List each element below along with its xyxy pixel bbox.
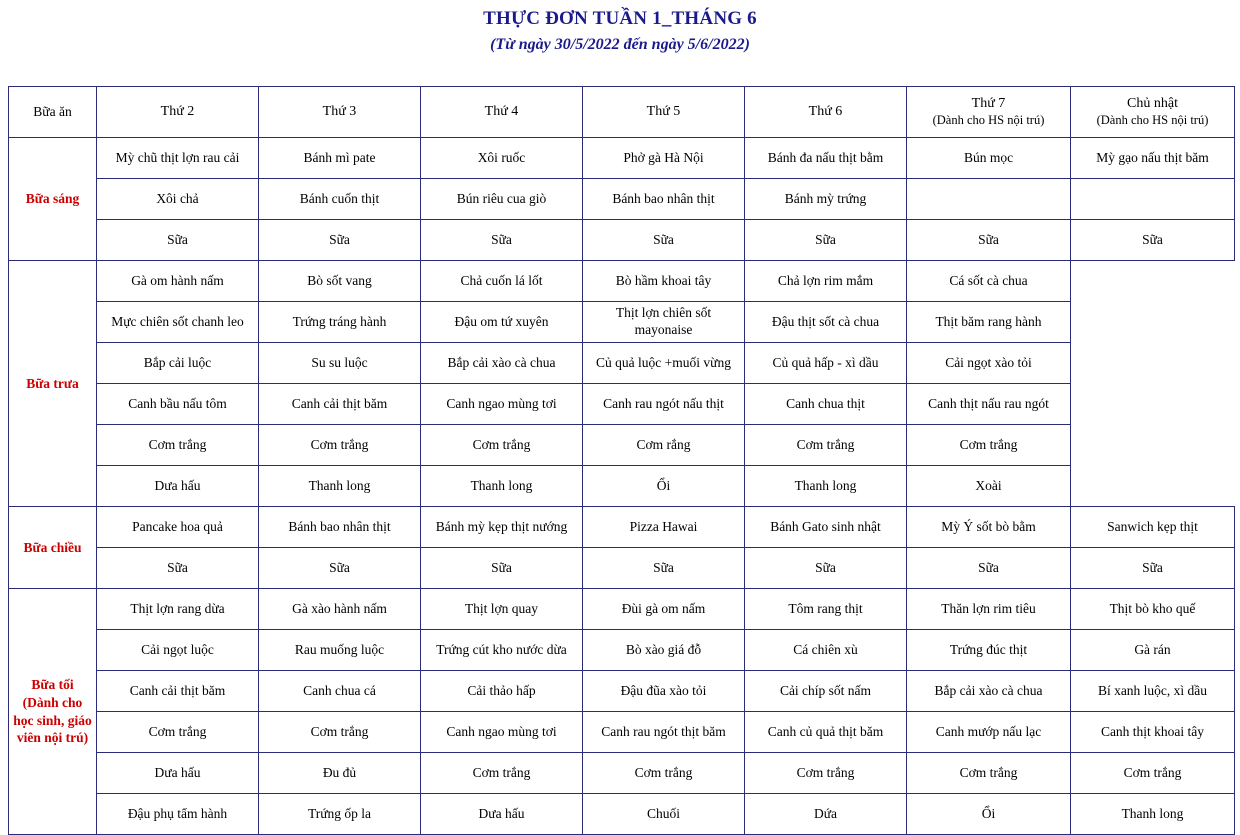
table-row bbox=[9, 712, 1235, 753]
menu-cell: Xoài bbox=[907, 466, 1071, 507]
menu-cell: Trứng cút kho nước dừa bbox=[421, 630, 583, 671]
menu-cell: Sữa bbox=[1071, 220, 1235, 261]
menu-cell: Cải ngọt luộc bbox=[97, 630, 259, 671]
header-day-wed bbox=[421, 87, 583, 138]
menu-cell: Trứng đúc thịt bbox=[907, 630, 1071, 671]
menu-cell: Mỳ gạo nấu thịt băm bbox=[1071, 138, 1235, 179]
menu-cell: Bò sốt vang bbox=[259, 261, 421, 302]
header-day-label: Thứ 4 bbox=[484, 104, 519, 120]
menu-cell: Củ quả luộc +muối vừng bbox=[583, 343, 745, 384]
menu-cell: Chuối bbox=[583, 794, 745, 835]
menu-cell: Canh cải thịt băm bbox=[259, 384, 421, 425]
menu-cell: Sữa bbox=[421, 220, 583, 261]
menu-cell: Cơm rắng bbox=[583, 425, 745, 466]
menu-cell: Canh thịt khoai tây bbox=[1071, 712, 1235, 753]
menu-cell: Bánh đa nấu thịt bằm bbox=[745, 138, 907, 179]
menu-cell: Pizza Hawai bbox=[583, 507, 745, 548]
menu-cell: Rau muống luộc bbox=[259, 630, 421, 671]
menu-cell: Ổi bbox=[907, 794, 1071, 835]
meal-label-text: Bữa trưa bbox=[26, 375, 79, 391]
menu-cell: Dưa hấu bbox=[97, 466, 259, 507]
menu-cell: Cơm trắng bbox=[97, 712, 259, 753]
menu-cell: Sữa bbox=[1071, 548, 1235, 589]
meal-section-label bbox=[9, 138, 97, 261]
menu-cell: Thanh long bbox=[259, 466, 421, 507]
menu-cell: Chả cuốn lá lốt bbox=[421, 261, 583, 302]
menu-cell: Canh rau ngót nấu thịt bbox=[583, 384, 745, 425]
menu-cell: Dứa bbox=[745, 794, 907, 835]
menu-cell: Bánh mì pate bbox=[259, 138, 421, 179]
header-row bbox=[9, 87, 1235, 138]
menu-cell: Gà xào hành nấm bbox=[259, 589, 421, 630]
menu-cell: Pancake hoa quả bbox=[97, 507, 259, 548]
menu-cell: Xôi ruốc bbox=[421, 138, 583, 179]
meal-section-label bbox=[9, 589, 97, 835]
table-row bbox=[9, 507, 1235, 548]
table-row bbox=[9, 179, 1235, 220]
menu-cell: Gà rán bbox=[1071, 630, 1235, 671]
header-day-note: (Dành cho HS nội trú) bbox=[932, 112, 1045, 127]
meal-section-label bbox=[9, 261, 97, 507]
menu-cell: Bắp cải xào cà chua bbox=[907, 671, 1071, 712]
menu-cell: Sữa bbox=[907, 548, 1071, 589]
menu-cell: Sữa bbox=[745, 548, 907, 589]
menu-cell: Su su luộc bbox=[259, 343, 421, 384]
menu-cell: Thịt băm rang hành bbox=[907, 302, 1071, 343]
page-subtitle: (Từ ngày 30/5/2022 đến ngày 5/6/2022) bbox=[490, 35, 750, 53]
meal-label-text: Bữa sáng bbox=[25, 191, 80, 207]
menu-cell: Cá sốt cà chua bbox=[907, 261, 1071, 302]
table-row bbox=[9, 138, 1235, 179]
menu-cell: Bò xào giá đỗ bbox=[583, 630, 745, 671]
menu-cell: Sữa bbox=[583, 220, 745, 261]
menu-cell: Thanh long bbox=[421, 466, 583, 507]
menu-cell: Cải chíp sốt nấm bbox=[745, 671, 907, 712]
header-day-label: Thứ 2 bbox=[160, 104, 195, 120]
menu-cell: Đậu đũa xào tỏi bbox=[583, 671, 745, 712]
menu-cell: Bún riêu cua giò bbox=[421, 179, 583, 220]
menu-cell: Cơm trắng bbox=[259, 425, 421, 466]
menu-cell: Canh bầu nấu tôm bbox=[97, 384, 259, 425]
weekly-menu-table bbox=[8, 86, 1235, 835]
menu-cell: Canh ngao mùng tơi bbox=[421, 712, 583, 753]
meal-label-text: Bữa tối (Dành cho học sinh, giáo viên nội trú) bbox=[13, 677, 92, 746]
header-day-label: Thứ 6 bbox=[808, 104, 843, 120]
menu-cell: Mực chiên sốt chanh leo bbox=[97, 302, 259, 343]
menu-cell: Cơm trắng bbox=[907, 425, 1071, 466]
table-row bbox=[9, 589, 1235, 630]
menu-cell: Sữa bbox=[421, 548, 583, 589]
menu-cell: Đu đủ bbox=[259, 753, 421, 794]
menu-table-wrapper bbox=[0, 86, 1240, 835]
menu-cell: Thịt lợn chiên sốt mayonaise bbox=[583, 302, 745, 343]
table-row bbox=[9, 343, 1235, 384]
menu-cell: Phở gà Hà Nội bbox=[583, 138, 745, 179]
menu-cell: Canh chua thịt bbox=[745, 384, 907, 425]
menu-cell: Thịt lợn rang dừa bbox=[97, 589, 259, 630]
menu-cell: Bánh bao nhân thịt bbox=[583, 179, 745, 220]
table-row bbox=[9, 261, 1235, 302]
menu-cell: Cơm trắng bbox=[745, 425, 907, 466]
menu-cell: Canh chua cá bbox=[259, 671, 421, 712]
menu-cell: Củ quả hấp - xì dầu bbox=[745, 343, 907, 384]
menu-cell: Canh thịt nấu rau ngót bbox=[907, 384, 1071, 425]
menu-cell: Bí xanh luộc, xì dầu bbox=[1071, 671, 1235, 712]
menu-cell: Bánh cuốn thịt bbox=[259, 179, 421, 220]
menu-cell: Trứng ốp la bbox=[259, 794, 421, 835]
menu-cell: Cơm trắng bbox=[421, 425, 583, 466]
menu-cell: Cơm trắng bbox=[259, 712, 421, 753]
menu-cell: Xôi chả bbox=[97, 179, 259, 220]
menu-cell: Sanwich kẹp thịt bbox=[1071, 507, 1235, 548]
menu-cell: Mỳ Ý sốt bò bằm bbox=[907, 507, 1071, 548]
menu-cell: Ổi bbox=[583, 466, 745, 507]
header-day-thu bbox=[583, 87, 745, 138]
menu-cell: Canh ngao mùng tơi bbox=[421, 384, 583, 425]
menu-cell: Cải thảo hấp bbox=[421, 671, 583, 712]
table-row bbox=[9, 548, 1235, 589]
menu-cell: Dưa hấu bbox=[421, 794, 583, 835]
table-header bbox=[9, 87, 1235, 138]
menu-cell: Mỳ chũ thịt lợn rau cải bbox=[97, 138, 259, 179]
menu-cell-empty bbox=[907, 179, 1071, 220]
menu-cell: Canh rau ngót thịt băm bbox=[583, 712, 745, 753]
header-day-tue bbox=[259, 87, 421, 138]
meal-label-text: Bữa chiều bbox=[23, 539, 82, 555]
header-day-label: Chủ nhật bbox=[1127, 96, 1178, 112]
menu-cell: Canh mướp nấu lạc bbox=[907, 712, 1071, 753]
table-row bbox=[9, 302, 1235, 343]
menu-cell: Bắp cải xào cà chua bbox=[421, 343, 583, 384]
menu-cell: Cá chiên xù bbox=[745, 630, 907, 671]
menu-cell: Bánh mỳ kẹp thịt nướng bbox=[421, 507, 583, 548]
menu-cell: Cơm trắng bbox=[421, 753, 583, 794]
menu-cell: Bắp cải luộc bbox=[97, 343, 259, 384]
menu-cell: Trứng tráng hành bbox=[259, 302, 421, 343]
menu-cell: Sữa bbox=[97, 220, 259, 261]
menu-cell: Cơm trắng bbox=[583, 753, 745, 794]
menu-cell: Cải ngọt xào tỏi bbox=[907, 343, 1071, 384]
table-row bbox=[9, 794, 1235, 835]
menu-cell: Sữa bbox=[259, 220, 421, 261]
header-day-label: Thứ 7 bbox=[971, 96, 1006, 112]
menu-cell: Thanh long bbox=[745, 466, 907, 507]
table-row bbox=[9, 384, 1235, 425]
menu-cell: Sữa bbox=[907, 220, 1071, 261]
header-day-label: Thứ 5 bbox=[646, 104, 681, 120]
header-day-fri bbox=[745, 87, 907, 138]
menu-cell: Bánh bao nhân thịt bbox=[259, 507, 421, 548]
menu-cell: Thăn lợn rim tiêu bbox=[907, 589, 1071, 630]
menu-cell: Sữa bbox=[583, 548, 745, 589]
menu-cell: Cơm trắng bbox=[745, 753, 907, 794]
header-day-note: (Dành cho HS nội trú) bbox=[1096, 112, 1209, 127]
menu-cell: Đậu om tứ xuyên bbox=[421, 302, 583, 343]
menu-cell: Đậu phụ tẩm hành bbox=[97, 794, 259, 835]
table-row bbox=[9, 753, 1235, 794]
menu-cell: Canh củ quả thịt băm bbox=[745, 712, 907, 753]
menu-cell: Dưa hấu bbox=[97, 753, 259, 794]
menu-cell: Thịt lợn quay bbox=[421, 589, 583, 630]
menu-cell: Đùi gà om nấm bbox=[583, 589, 745, 630]
table-row bbox=[9, 466, 1235, 507]
header-meal-label: Bữa ăn bbox=[33, 103, 72, 119]
menu-cell: Bánh mỳ trứng bbox=[745, 179, 907, 220]
menu-cell: Sữa bbox=[745, 220, 907, 261]
menu-cell: Đậu thịt sốt cà chua bbox=[745, 302, 907, 343]
menu-cell: Tôm rang thịt bbox=[745, 589, 907, 630]
menu-cell-empty bbox=[1071, 179, 1235, 220]
menu-cell: Sữa bbox=[259, 548, 421, 589]
header-day-sun bbox=[1071, 87, 1235, 138]
meal-section-label bbox=[9, 507, 97, 589]
menu-cell: Thịt bò kho quế bbox=[1071, 589, 1235, 630]
header-day-label: Thứ 3 bbox=[322, 104, 357, 120]
page-title: THỰC ĐƠN TUẦN 1_THÁNG 6 bbox=[483, 8, 757, 29]
table-row bbox=[9, 630, 1235, 671]
menu-cell: Sữa bbox=[97, 548, 259, 589]
menu-cell: Cơm trắng bbox=[97, 425, 259, 466]
document-title-block bbox=[0, 0, 1240, 56]
header-day-sat bbox=[907, 87, 1071, 138]
header-meal bbox=[9, 87, 97, 138]
menu-cell: Bò hầm khoai tây bbox=[583, 261, 745, 302]
menu-cell: Bánh Gato sinh nhật bbox=[745, 507, 907, 548]
menu-cell: Chả lợn rim mắm bbox=[745, 261, 907, 302]
menu-cell: Bún mọc bbox=[907, 138, 1071, 179]
menu-cell: Thanh long bbox=[1071, 794, 1235, 835]
table-row bbox=[9, 425, 1235, 466]
table-row bbox=[9, 220, 1235, 261]
menu-cell: Gà om hành nấm bbox=[97, 261, 259, 302]
table-row bbox=[9, 671, 1235, 712]
menu-cell: Cơm trắng bbox=[907, 753, 1071, 794]
menu-cell: Cơm trắng bbox=[1071, 753, 1235, 794]
header-day-mon bbox=[97, 87, 259, 138]
table-body bbox=[9, 138, 1235, 835]
menu-cell: Canh cải thịt băm bbox=[97, 671, 259, 712]
